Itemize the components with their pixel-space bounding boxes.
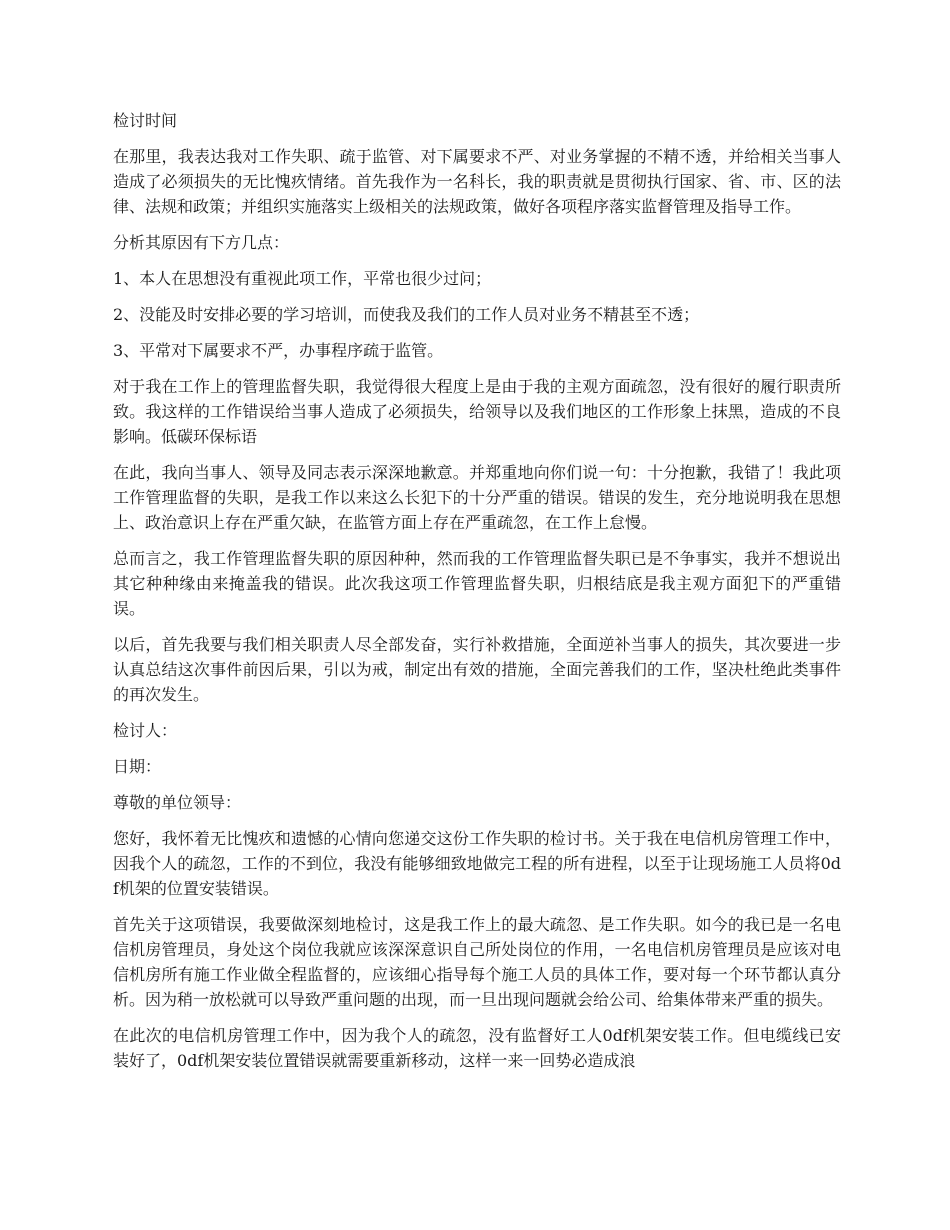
paragraph-reasons-intro: 分析其原因有下方几点： xyxy=(113,233,290,252)
paragraph-apology: 在此，我向当事人、领导及同志表示深深地歉意。并郑重地向你们说一句：十分抱歉，我错了！我此项工作管理监督的失职，是我工作以来这么长犯下的十分严重的错误。错误的发生，充分地说明我在思想上、政治意识上存在严重欠缺，在监管方面上存在严重疏忽，在工作上怠慢。 xyxy=(113,463,841,532)
signature-reviewer-label: 检讨人： xyxy=(113,721,178,740)
paragraph-incident-detail: 在此次的电信机房管理工作中，因为我个人的疏忽，没有监督好工人0df机架安装工作。但电缆线已安装好了，0df机架安装位置错误就需要重新移动，这样一来一回势必造成浪 xyxy=(113,1026,841,1070)
signature-date-label: 日期： xyxy=(113,757,162,776)
heading-review-time: 检讨时间 xyxy=(113,111,178,130)
paragraph-letter-intro: 您好，我怀着无比愧疚和遗憾的心情向您递交这份工作失职的检讨书。关于我在电信机房管理工作中，因我个人的疏忽，工作的不到位，我没有能够细致地做完工程的所有进程，以至于让现场施工人员将0df机架的位置安装错误。 xyxy=(113,829,841,898)
list-item-reason-1: 1、本人在思想没有重视此项工作，平常也很少过问； xyxy=(113,269,492,288)
paragraph-opening-statement: 在那里，我表达我对工作失职、疏于监管、对下属要求不严、对业务掌握的不精不透，并给相关当事人造成了必须损失的无比愧疚情绪。首先我作为一名科长，我的职责就是贯彻执行国家、省、市、区的法律、法规和政策；并组织实施落实上级相关的法规政策，做好各项程序落实监督管理及指导工作。 xyxy=(113,147,841,216)
document-page xyxy=(113,108,841,1084)
letter-salutation: 尊敬的单位领导： xyxy=(113,793,242,812)
list-item-reason-2: 2、没能及时安排必要的学习培训，而使我及我们的工作人员对业务不精甚至不透； xyxy=(113,305,700,324)
paragraph-self-examination: 首先关于这项错误，我要做深刻地检讨，这是我工作上的最大疏忽、是工作失职。如今的我已是一名电信机房管理员，身处这个岗位我就应该深深意识自己所处岗位的作用，一名电信机房管理员是应该对电信机房所有施工作业做全程监督的，应该细心指导每个施工人员的具体工作，要对每一个环节都认真分析。因为稍一放松就可以导致严重问题的出现，而一旦出现问题就会给公司、给集体带来严重的损失。 xyxy=(113,915,841,1009)
paragraph-responsibility: 对于我在工作上的管理监督失职，我觉得很大程度上是由于我的主观方面疏忽，没有很好的履行职责所致。我这样的工作错误给当事人造成了必须损失，给领导以及我们地区的工作形象上抹黑，造成的不良影响。低碳环保标语 xyxy=(113,377,841,446)
paragraph-remedial-measures: 以后，首先我要与我们相关职责人尽全部发奋，实行补救措施，全面逆补当事人的损失，其次要进一步认真总结这次事件前因后果，引以为戒，制定出有效的措施，全面完善我们的工作，坚决杜绝此类事件的再次发生。 xyxy=(113,635,841,704)
list-item-reason-3: 3、平常对下属要求不严，办事程序疏于监管。 xyxy=(113,341,444,360)
paragraph-summary: 总而言之，我工作管理监督失职的原因种种，然而我的工作管理监督失职已是不争事实，我并不想说出其它种种缘由来掩盖我的错误。此次我这项工作管理监督失职，归根结底是我主观方面犯下的严重错误。 xyxy=(113,549,841,618)
